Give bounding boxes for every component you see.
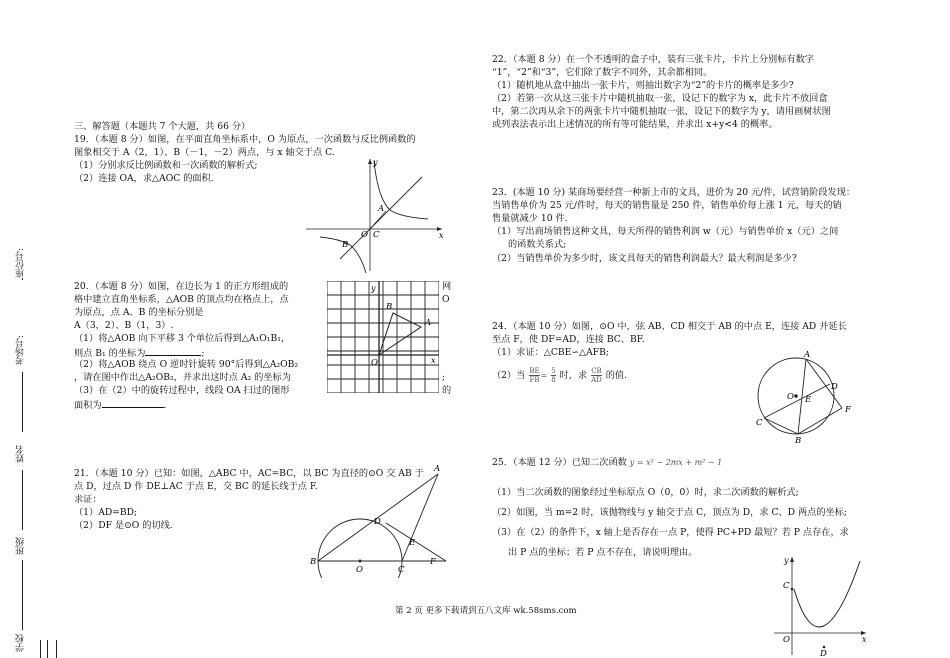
q25-figure — [770, 555, 870, 658]
page-footer: 第 2 页 更多下载请到五八文库 wk.58sms.com — [395, 606, 577, 616]
q25-label-d: D — [820, 649, 827, 658]
q20-label-a: A — [425, 318, 432, 328]
q20-label-x: x — [431, 356, 436, 365]
q25-label-o: O — [783, 635, 790, 645]
q19-label-o: O — [361, 230, 368, 240]
q20-grid-figure — [327, 281, 439, 393]
q24-label-d: D — [831, 382, 838, 392]
name-label: 姓名 — [16, 445, 26, 463]
q20-label-y: y — [371, 284, 376, 293]
q24-label-c: C — [756, 418, 763, 428]
seat-label: 座位号: — [16, 248, 26, 279]
q19-label-a: A — [378, 204, 385, 214]
q24-label-f: F — [845, 405, 851, 415]
q24-label-b: B — [795, 436, 802, 444]
q20-label-o: O — [371, 358, 378, 368]
q20-answer-blank-1[interactable] — [145, 346, 201, 356]
q24-figure — [750, 348, 860, 444]
section3-header: 三、解答题（本题共 7 个大题，共 66 分） — [74, 121, 251, 132]
q19-label-b: B — [342, 240, 349, 250]
class-label: 班级 — [16, 537, 26, 555]
q21-label-d: D — [374, 517, 381, 527]
q19-label-c: C — [373, 230, 380, 240]
q24-label-a: A — [804, 350, 811, 360]
q25-label-y: y — [784, 556, 789, 565]
q19-label-x: x — [439, 231, 444, 240]
q21-label-f: F — [430, 557, 436, 567]
q19-label-y: y — [373, 158, 378, 167]
school-label: 学校 — [16, 634, 26, 652]
q20-label-b: B — [386, 302, 393, 312]
q24-label-e: E — [805, 395, 812, 405]
q25-formula: y = x² − 2mx + m² − 1 — [629, 458, 723, 467]
q21-label-b: B — [310, 557, 317, 567]
q21-label-e: E — [409, 538, 416, 548]
q21-label-o: O — [356, 565, 363, 575]
q21-label-a: A — [434, 464, 441, 474]
q25-label-c: C — [783, 581, 790, 591]
q19-figure — [300, 155, 448, 275]
q24-label-o: O — [787, 392, 794, 402]
exam-no-label: 考场号: — [16, 335, 26, 366]
q25-label-x: x — [862, 635, 867, 644]
q21-label-c: C — [398, 565, 405, 575]
q21-figure — [306, 460, 456, 578]
q20-answer-blank-2[interactable] — [102, 398, 164, 408]
